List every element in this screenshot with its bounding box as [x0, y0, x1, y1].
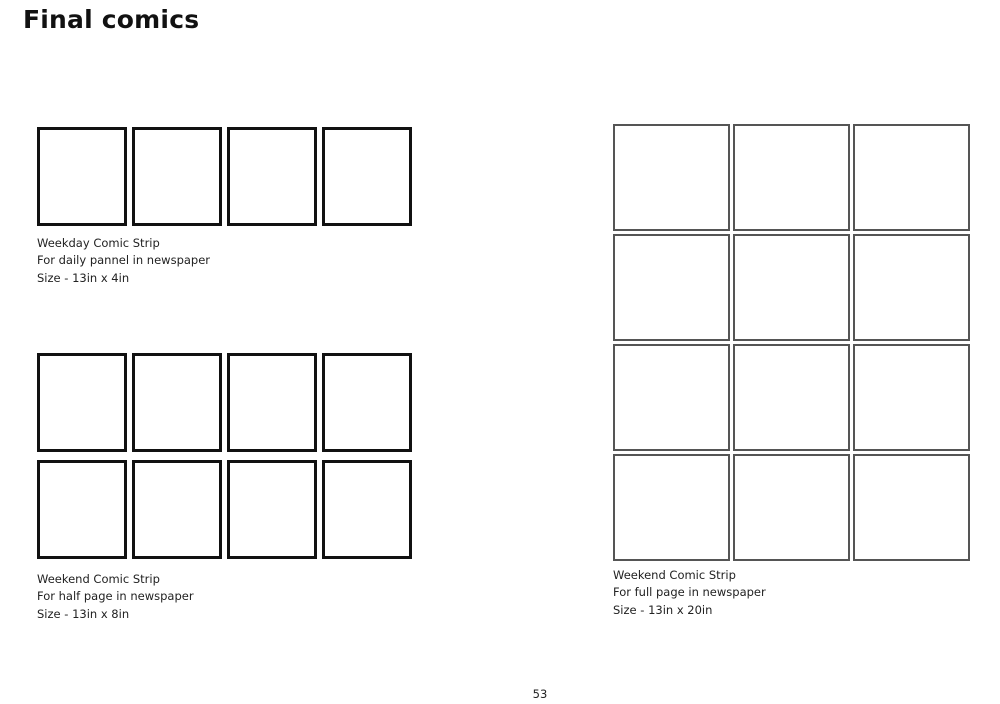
- weekend-full-page-caption: [613, 567, 766, 619]
- comic-panel: [322, 127, 412, 226]
- comic-panel: [613, 454, 730, 561]
- comic-panel: [853, 124, 970, 231]
- comic-panel: [853, 454, 970, 561]
- comic-panel: [613, 234, 730, 341]
- caption-purpose: For full page in newspaper: [613, 585, 766, 600]
- comic-panel: [733, 234, 850, 341]
- comic-panel: [613, 344, 730, 451]
- comic-panel: [37, 353, 127, 452]
- weekday-strip-caption: [37, 235, 210, 287]
- comic-panel: [132, 460, 222, 559]
- comic-panel: [132, 353, 222, 452]
- comic-panel: [37, 127, 127, 226]
- comic-panel: [37, 460, 127, 559]
- comic-panel: [733, 344, 850, 451]
- comic-panel: [853, 234, 970, 341]
- comic-panel: [733, 124, 850, 231]
- comic-panel: [227, 460, 317, 559]
- caption-size: Size - 13in x 20in: [613, 602, 713, 617]
- weekday-strip-panels: [37, 127, 412, 226]
- page-title: Final comics: [23, 5, 200, 34]
- caption-title: Weekday Comic Strip: [37, 236, 160, 250]
- weekend-full-page-panels: [613, 124, 970, 561]
- caption-purpose: For half page in newspaper: [37, 589, 194, 604]
- caption-title: Weekend Comic Strip: [37, 572, 160, 586]
- comic-panel: [322, 353, 412, 452]
- page-number: 53: [532, 687, 548, 701]
- caption-size: Size - 13in x 4in: [37, 270, 130, 285]
- caption-title: Weekend Comic Strip: [613, 568, 736, 582]
- caption-purpose: For daily pannel in newspaper: [37, 253, 211, 268]
- weekend-half-page-panels: [37, 353, 412, 559]
- comic-panel: [853, 344, 970, 451]
- comic-panel: [132, 127, 222, 226]
- comic-panel: [227, 127, 317, 226]
- comic-panel: [322, 460, 412, 559]
- comic-panel: [613, 124, 730, 231]
- caption-size: Size - 13in x 8in: [37, 606, 130, 621]
- comic-panel: [227, 353, 317, 452]
- comic-panel: [733, 454, 850, 561]
- weekend-half-page-caption: [37, 571, 194, 623]
